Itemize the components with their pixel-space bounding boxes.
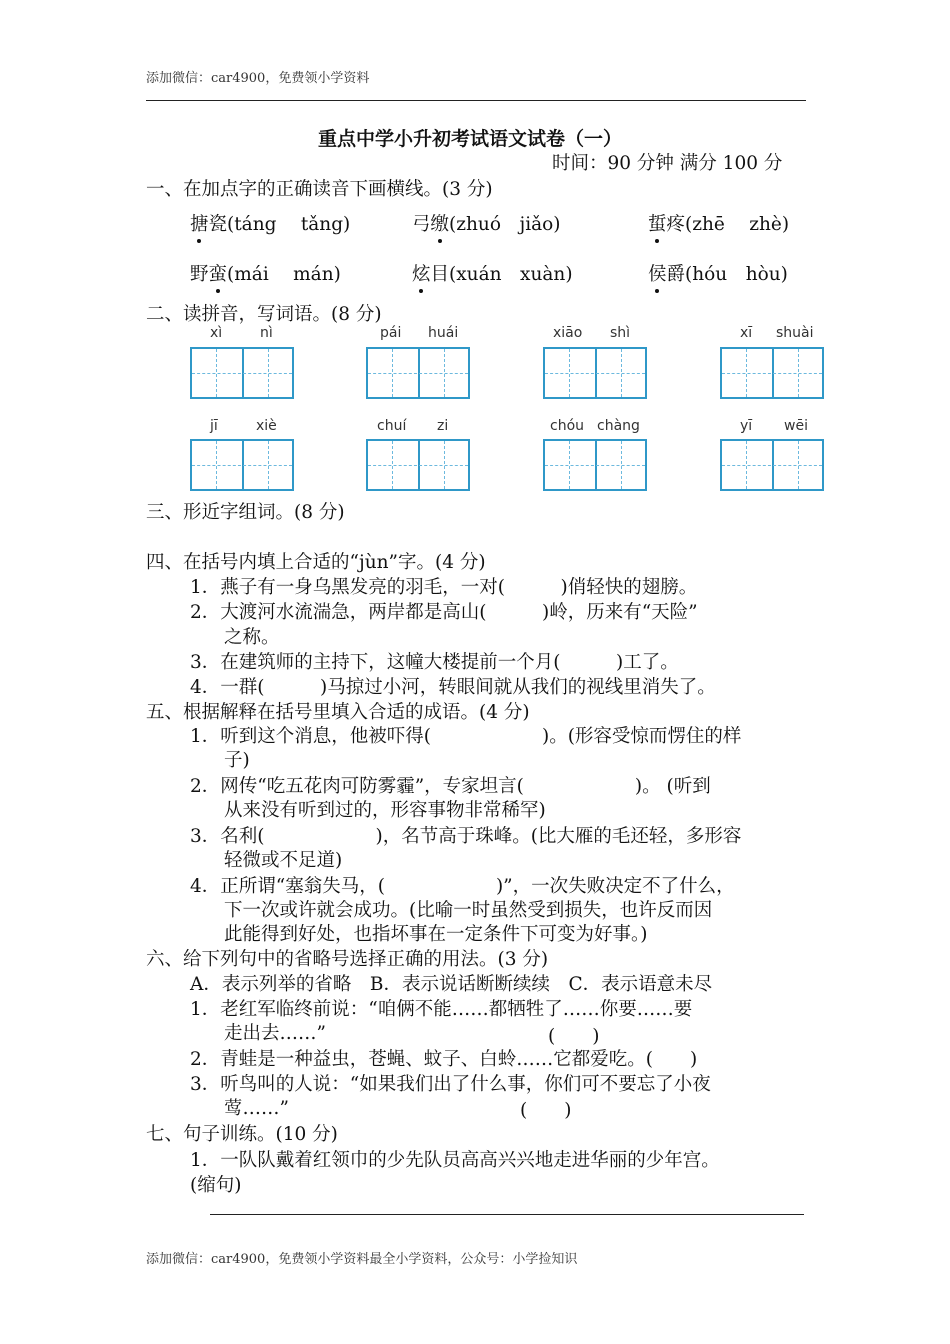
question-line: 1．听到这个消息，他被吓得( )。(形容受惊而愣住的样 bbox=[190, 726, 742, 747]
pinyin-item: 野蛮(mái mán) bbox=[190, 260, 341, 286]
question-line: 此能得到好处，也指坏事在一定条件下可变为好事。) bbox=[224, 924, 648, 945]
pinyin-label: wēi bbox=[784, 418, 808, 434]
question-line: 从来没有听到过的，形容事物非常稀罕) bbox=[224, 800, 546, 821]
question-line: 2．网传“吃五花肉可防雾霾”，专家坦言( )。 (听到 bbox=[190, 776, 711, 797]
question-line: 走出去……” bbox=[224, 1023, 326, 1044]
header-rule bbox=[146, 100, 806, 101]
pinyin-label: xì bbox=[210, 325, 223, 341]
answer-bracket[interactable]: ( ) bbox=[548, 1026, 600, 1047]
section-1-title: 一、在加点字的正确读音下画横线。(3 分) bbox=[146, 179, 493, 200]
question-line: 3．名利( )，名节高于珠峰。(比大雁的毛还轻，多形容 bbox=[190, 826, 742, 847]
pinyin-label: shì bbox=[610, 325, 631, 341]
question-line: 下一次或许就会成功。(比喻一时虽然受到损失，也许反而因 bbox=[224, 900, 713, 921]
question-line: 3．听鸟叫的人说：“如果我们出了什么事，你们可不要忘了小夜 bbox=[190, 1074, 711, 1095]
writing-box[interactable] bbox=[720, 347, 824, 399]
question-line: 3．在建筑师的主持下，这幢大楼提前一个月( )工了。 bbox=[190, 652, 679, 673]
footer-note: 添加微信：car4900，免费领小学资料最全小学资料，公众号：小学捡知识 bbox=[146, 1252, 578, 1267]
header-note: 添加微信：car4900，免费领小学资料 bbox=[146, 71, 370, 86]
question-line: 轻微或不足道) bbox=[224, 850, 343, 871]
writing-box[interactable] bbox=[543, 347, 647, 399]
answer-bracket[interactable]: ( ) bbox=[520, 1100, 572, 1121]
pinyin-label: jī bbox=[210, 418, 218, 434]
writing-box[interactable] bbox=[543, 439, 647, 491]
writing-box[interactable] bbox=[720, 439, 824, 491]
pinyin-label: yī bbox=[740, 418, 753, 434]
pinyin-item: 弓缴(zhuó jiǎo) bbox=[412, 210, 561, 236]
question-line: 子) bbox=[224, 750, 250, 771]
pinyin-label: chóu bbox=[550, 418, 585, 434]
question-line: 2．青蛙是一种益虫，苍蝇、蚊子、白蛉……它都爱吃。( ) bbox=[190, 1049, 698, 1070]
pinyin-label: shuài bbox=[776, 325, 814, 341]
question-line: 莺……” bbox=[224, 1098, 289, 1119]
section-4-title: 四、在括号内填上合适的“jùn”字。(4 分) bbox=[146, 552, 486, 573]
section-6-title: 六、给下列句中的省略号选择正确的用法。(3 分) bbox=[146, 949, 549, 970]
pinyin-label: zi bbox=[437, 418, 449, 434]
pinyin-label: chàng bbox=[597, 418, 640, 434]
writing-box[interactable] bbox=[366, 347, 470, 399]
pinyin-label: xiāo bbox=[553, 325, 583, 341]
pinyin-label: xī bbox=[740, 325, 753, 341]
pinyin-item: 搪瓷(táng tǎng) bbox=[190, 210, 350, 236]
question-line: 1．老红军临终前说：“咱俩不能……都牺牲了……你要……要 bbox=[190, 999, 693, 1020]
section-7-title: 七、句子训练。(10 分) bbox=[146, 1124, 338, 1145]
pinyin-label: pái bbox=[380, 325, 402, 341]
options-line: A．表示列举的省略 B．表示说话断断续续 C．表示语意未尽 bbox=[190, 974, 713, 995]
pinyin-item: 蜇疼(zhē zhè) bbox=[648, 210, 789, 236]
question-line: 1．一队队戴着红领巾的少先队员高高兴兴地走进华丽的少年宫。 bbox=[190, 1150, 720, 1171]
page-title: 重点中学小升初考试语文试卷（一） bbox=[318, 128, 623, 150]
pinyin-label: chuí bbox=[377, 418, 407, 434]
pinyin-item: 侯爵(hóu hòu) bbox=[648, 260, 788, 286]
question-line: 4．一群( )马掠过小河，转眼间就从我们的视线里消失了。 bbox=[190, 677, 716, 698]
pinyin-label: huái bbox=[428, 325, 459, 341]
pinyin-label: xiè bbox=[256, 418, 277, 434]
section-2-title: 二、读拼音，写词语。(8 分) bbox=[146, 304, 382, 325]
writing-box[interactable] bbox=[190, 439, 294, 491]
time-score: 时间：90 分钟 满分 100 分 bbox=[552, 153, 783, 174]
writing-box[interactable] bbox=[366, 439, 470, 491]
pinyin-label: nì bbox=[260, 325, 273, 341]
question-line: 之称。 bbox=[224, 627, 280, 648]
question-line: 4．正所谓“塞翁失马，( )”，一次失败决定不了什么， bbox=[190, 876, 735, 897]
question-line: (缩句) bbox=[190, 1175, 242, 1196]
writing-box[interactable] bbox=[190, 347, 294, 399]
section-3-title: 三、形近字组词。(8 分) bbox=[146, 502, 345, 523]
question-line: 2．大渡河水流湍急，两岸都是高山( )岭，历来有“天险” bbox=[190, 602, 698, 623]
section-5-title: 五、根据解释在括号里填入合适的成语。(4 分) bbox=[146, 702, 530, 723]
answer-line[interactable] bbox=[210, 1214, 804, 1215]
question-line: 1．燕子有一身乌黑发亮的羽毛，一对( )俏轻快的翅膀。 bbox=[190, 577, 698, 598]
pinyin-item: 炫目(xuán xuàn) bbox=[412, 260, 573, 286]
